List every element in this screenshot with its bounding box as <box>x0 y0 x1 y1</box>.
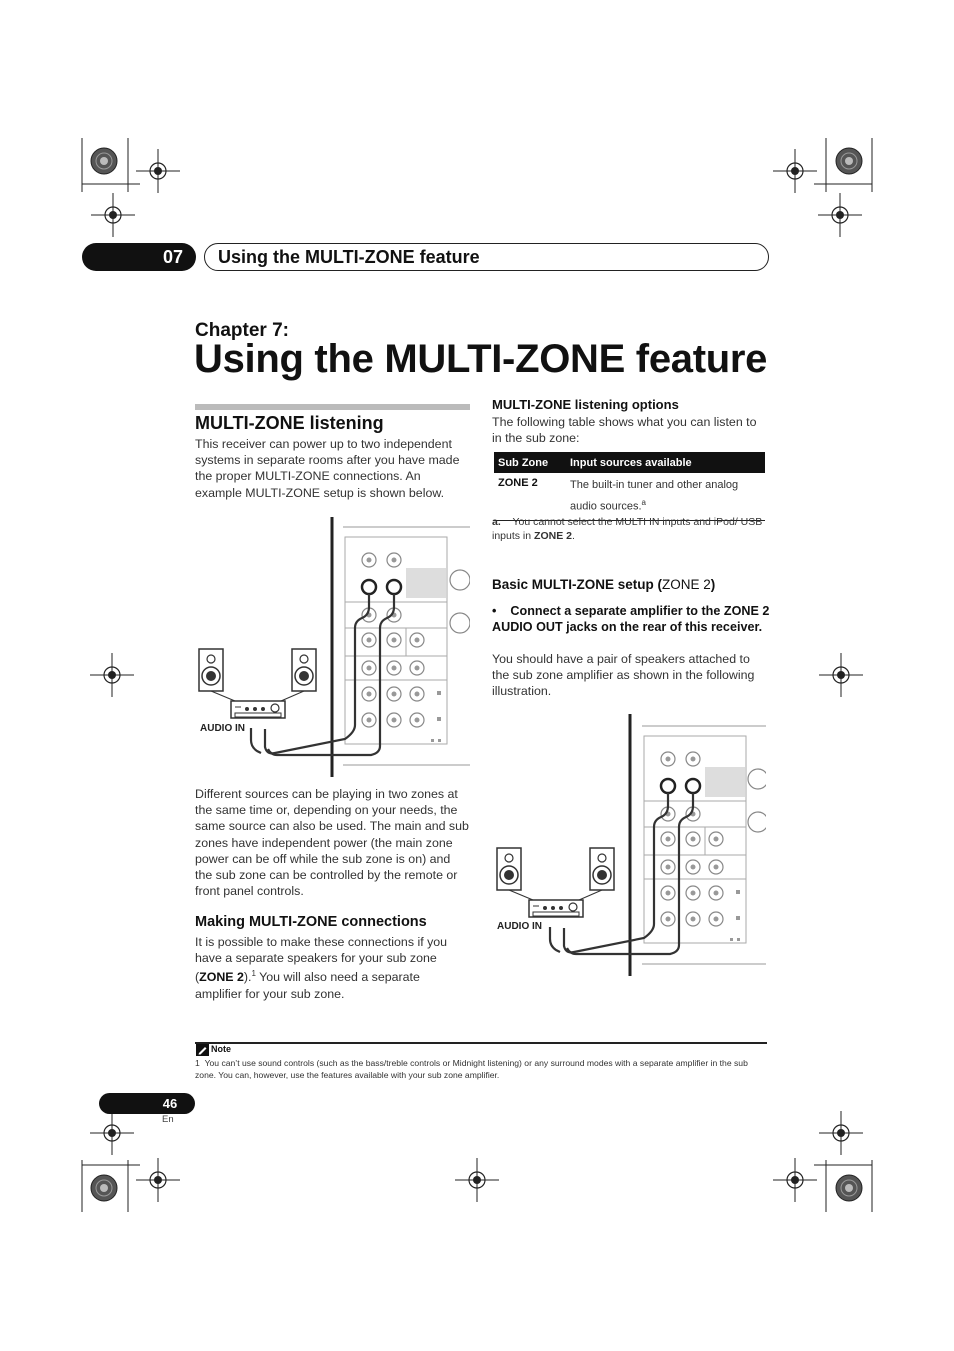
setup-text: You should have a pair of speakers attached to the sub zone amplifier as shown in the following illustration. <box>492 652 755 699</box>
note-body: You can’t use sound controls (such as the bass/treble controls or Midnight listening) or any surround modes with a separate amplifier in the sub zone. You can, however, use the features available with your sub zone amplifier. <box>195 1058 748 1080</box>
setup-instruction-text: Connect a separate amplifier to the ZONE 2 AUDIO OUT jacks on the rear of this receiver. <box>492 604 770 635</box>
table-header-input-sources: Input sources available <box>566 452 765 473</box>
note-label: Note <box>211 1044 231 1054</box>
listening-heading: MULTI-ZONE listening <box>195 413 384 433</box>
table-footnote <box>492 515 770 543</box>
sub-zone-amplifier <box>529 900 583 917</box>
page-number: 46 <box>162 1096 178 1111</box>
chapter-number: 07 <box>162 247 184 267</box>
speaker-left <box>199 649 223 691</box>
sub-zone-table <box>494 452 765 521</box>
table-footnote-text-2: . <box>571 530 575 542</box>
zone2-audio-out-jacks <box>661 779 700 793</box>
chapter-title: Using the MULTI-ZONE feature <box>194 337 768 381</box>
receiver-rear-panel <box>332 517 470 777</box>
header-title: Using the MULTI-ZONE feature <box>218 247 480 267</box>
table-header-row <box>494 452 765 473</box>
sub-zone-amplifier <box>231 701 285 718</box>
setup-instruction <box>492 603 770 635</box>
connections-text <box>195 934 470 1002</box>
setup-heading-text: Basic MULTI-ZONE setup ( <box>492 577 663 592</box>
note-pencil-icon <box>196 1044 209 1056</box>
options-text: The following table shows what you can listen to in the sub zone: <box>492 415 757 446</box>
listening-text: This receiver can power up to two independent systems in separate rooms after you have made the proper MULTI-ZONE connections. An example MULTI-ZONE setup is shown below. <box>195 437 460 500</box>
receiver-rear-panel <box>630 714 766 976</box>
bullet: • <box>492 604 497 618</box>
options-heading: MULTI-ZONE listening options <box>492 397 679 412</box>
chapter-label: Chapter 7: <box>195 320 289 341</box>
multizone-diagram-left <box>195 515 470 780</box>
section-rule <box>195 404 470 410</box>
note-rule <box>195 1042 767 1044</box>
table-footnote-zone: ZONE 2 <box>534 530 572 542</box>
setup-heading <box>492 577 715 592</box>
footnote-ref-1: 1 <box>251 969 256 979</box>
connections-text-1: It is possible to make these connections if you have a separate speakers for your sub zone ( <box>195 935 448 985</box>
zone2-audio-out-jacks <box>362 580 401 594</box>
table-footnote-marker: a. <box>492 516 501 528</box>
setup-heading-zone: ZONE 2 <box>662 577 711 592</box>
note-number: 1 <box>195 1058 200 1068</box>
table-cell-zone: ZONE 2 <box>494 473 566 520</box>
speaker-right <box>292 649 316 691</box>
note-text <box>195 1058 770 1081</box>
speaker-right <box>590 848 614 890</box>
setup-heading-end: ) <box>710 577 716 592</box>
table-cell-sources <box>566 473 765 520</box>
table-cell-sources-text: The built-in tuner and other analog audio sources. <box>570 479 739 513</box>
multizone-diagram-right <box>494 712 766 977</box>
audio-in-label-left: AUDIO IN <box>200 723 245 734</box>
connections-text-3: You will also need a separate amplifier for your sub zone. <box>195 970 420 1001</box>
table-header-sub-zone: Sub Zone <box>494 452 566 473</box>
table-row <box>494 473 765 520</box>
table-footnote-text-1: You cannot select the MULTI IN inputs and iPod/ USB inputs in <box>492 516 763 542</box>
audio-in-label-right: AUDIO IN <box>497 921 542 932</box>
table-footnote-ref: a <box>641 498 646 507</box>
sources-text: Different sources can be playing in two zones at the same time or, depending on your needs, the same source can also be used. The main and sub zones have independent power (the main zone power can be off while the sub zone is on) and the sub zone can be controlled by the remote or front panel controls. <box>195 787 469 899</box>
connections-zone: ZONE 2 <box>199 970 244 985</box>
connections-text-2: ). <box>243 970 252 985</box>
page-language: En <box>162 1114 174 1125</box>
connections-heading: Making MULTI-ZONE connections <box>195 914 427 930</box>
speaker-left <box>497 848 521 890</box>
